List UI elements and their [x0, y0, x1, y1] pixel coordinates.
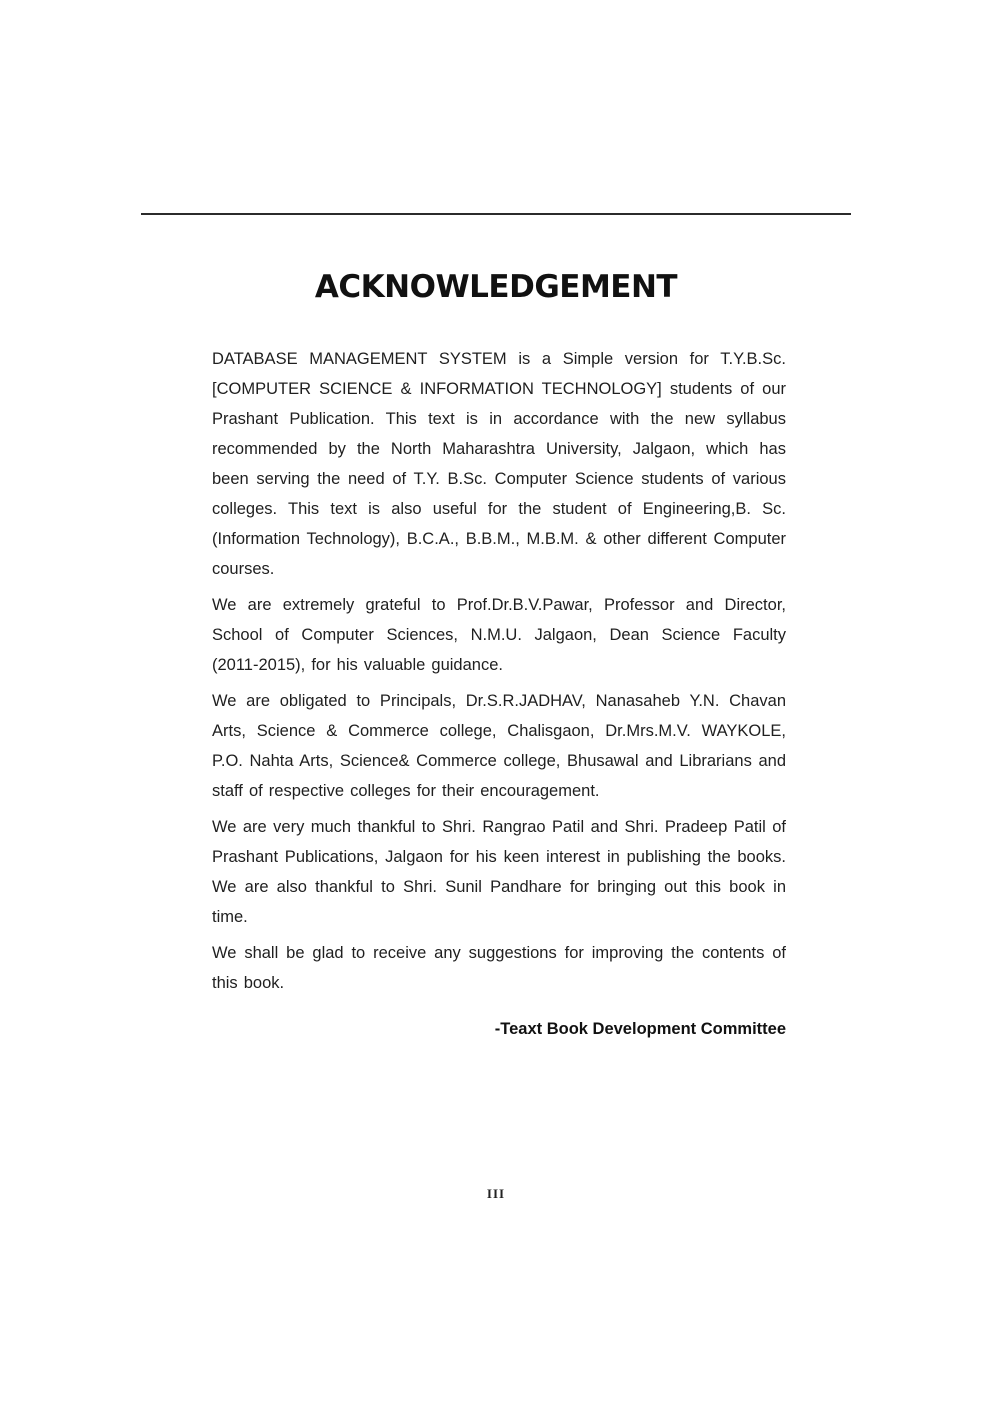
body-paragraph: We are extremely grateful to Prof.Dr.B.V.Pawar, Professor and Director, School of Computer Sciences, N.M.U. Jalgaon, Dean Science Faculty (2011-2015), for his valuable guidance. — [212, 596, 786, 674]
body-paragraph: DATABASE MANAGEMENT SYSTEM is a Simple version for T.Y.B.Sc. [COMPUTER SCIENCE & INFORMATION TECHNOLOGY] students of our Prashant Publication. This text is in accordance with the new syllabus recommended by the North Maharashtra University, Jalgaon, which has been serving the need of T.Y. B.Sc. Computer Science students of various colleges. This text is also useful for the student of Engineering,B. Sc.(Information Technology), B.C.A., B.B.M., M.B.M. & other different Computer courses. — [212, 350, 786, 578]
body-paragraph: We are obligated to Principals, Dr.S.R.JADHAV, Nanasaheb Y.N. Chavan Arts, Science & Commerce college, Chalisgaon, Dr.Mrs.M.V. WAYKOLE, P.O. Nahta Arts, Science& Commerce college, Bhusawal and Librarians and staff of respective colleges for their encouragement. — [212, 692, 786, 800]
body-content — [212, 344, 786, 1039]
signature-line: -Teaxt Book Development Committee — [494, 1020, 786, 1038]
page-title: ACKNOWLEDGEMENT — [314, 268, 678, 305]
body-paragraph: We shall be glad to receive any suggestions for improving the contents of this book. — [212, 944, 786, 992]
page-number: III — [486, 1186, 506, 1201]
top-rule — [141, 213, 851, 215]
body-paragraph: We are very much thankful to Shri. Rangrao Patil and Shri. Pradeep Patil of Prashant Publications, Jalgaon for his keen interest in publishing the books. We are also thankful to Shri. Sunil Pandhare for bringing out this book in time. — [212, 818, 786, 926]
